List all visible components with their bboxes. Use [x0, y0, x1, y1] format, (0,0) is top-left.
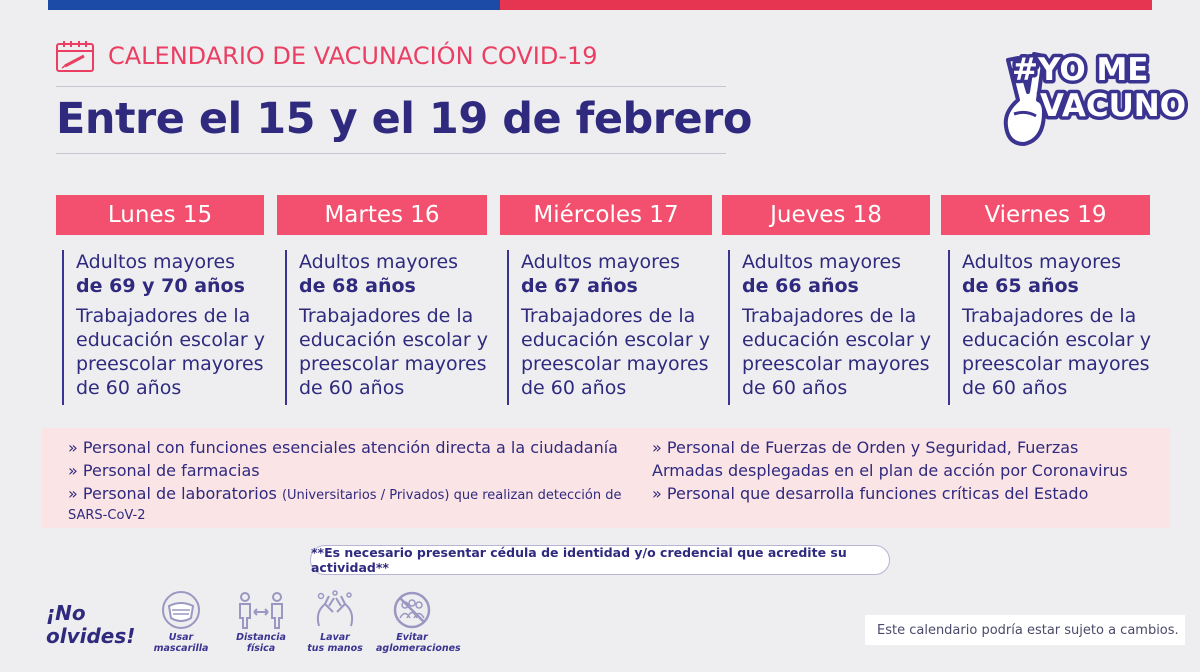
calendar-syringe-icon: [56, 40, 94, 72]
age-range: de 65 años: [962, 275, 1079, 297]
list-item-text: Personal de laboratorios: [82, 484, 277, 503]
day-header-jueves: Jueves 18: [722, 195, 930, 235]
list-item-subtext: (Universitarios / Privados) que realizan detección de SARS-CoV-2: [68, 488, 622, 523]
reminder-mask: [148, 590, 214, 654]
flag-stripe-blue: [48, 0, 500, 10]
day-header-viernes: Viernes 19: [941, 195, 1150, 235]
groups-left-column: [68, 436, 648, 525]
group-label: Adultos mayores: [742, 251, 902, 273]
age-range: de 67 años: [521, 275, 638, 297]
list-item-text: Personal con funciones esenciales atención directa a la ciudadanía: [82, 438, 618, 457]
day-header-martes: Martes 16: [277, 195, 487, 235]
reminder-heading: [46, 602, 135, 648]
list-item: [68, 485, 648, 525]
header-divider-top: [56, 86, 726, 87]
bullet-marker: »: [652, 484, 662, 503]
day-column-viernes: [948, 250, 1162, 405]
list-item-text: Personal de Fuerzas de Orden y Seguridad, Fuerzas Armadas desplegadas en el plan de acción por Coronavirus: [652, 438, 1128, 480]
icon-label: Distancia: [236, 632, 286, 643]
bullet-marker: »: [652, 438, 662, 457]
workers-text: Trabajadores de la educación escolar y preescolar mayores de 60 años: [962, 305, 1151, 399]
icon-label: aglomeraciones: [376, 643, 461, 654]
calendar-title: CALENDARIO DE VACUNACIÓN COVID-19: [108, 42, 598, 70]
bullet-marker: »: [68, 438, 78, 457]
disclaimer-text: Este calendario podría estar sujeto a cambios.: [865, 615, 1185, 645]
day-column-martes: [285, 250, 499, 405]
day-column-lunes: [62, 250, 276, 405]
age-range: de 66 años: [742, 275, 859, 297]
icon-label: Usar: [168, 632, 194, 643]
reminder-distance: [228, 590, 294, 654]
day-column-jueves: [728, 250, 942, 405]
list-item: [652, 436, 1152, 482]
icon-label: Evitar: [396, 632, 428, 643]
list-item-text: Personal que desarrolla funciones críticas del Estado: [666, 484, 1089, 503]
reminder-line1: ¡No: [46, 601, 86, 625]
reminder-handwash: [302, 590, 368, 654]
list-item: [68, 436, 648, 459]
distance-icon: [237, 590, 285, 630]
mask-icon: [159, 590, 203, 630]
list-item-text: Personal de farmacias: [82, 461, 260, 480]
logo-line1: #YO ME: [1012, 52, 1149, 88]
list-item: [652, 482, 1152, 505]
group-label: Adultos mayores: [299, 251, 459, 273]
id-requirement-note: **Es necesario presentar cédula de identidad y/o credencial que acredite su actividad**: [310, 545, 890, 575]
age-range: de 69 y 70 años: [76, 275, 245, 297]
reminder-no-crowds: [376, 590, 461, 654]
icon-label: tus manos: [307, 643, 363, 654]
bullet-marker: »: [68, 484, 78, 503]
flag-stripe: [48, 0, 1152, 10]
groups-right-column: [652, 436, 1152, 505]
day-header-lunes: Lunes 15: [56, 195, 264, 235]
logo-line2: VACUNO: [1040, 88, 1187, 124]
group-label: Adultos mayores: [521, 251, 681, 273]
no-crowds-icon: [391, 590, 433, 630]
workers-text: Trabajadores de la educación escolar y preescolar mayores de 60 años: [299, 305, 488, 399]
list-item: [68, 459, 648, 482]
age-range: de 68 años: [299, 275, 416, 297]
workers-text: Trabajadores de la educación escolar y preescolar mayores de 60 años: [742, 305, 931, 399]
bullet-marker: »: [68, 461, 78, 480]
icon-label: física: [246, 643, 276, 654]
yo-me-vacuno-logo: [1000, 40, 1187, 160]
reminder-line2: olvides!: [46, 624, 136, 648]
flag-stripe-red: [500, 0, 1152, 10]
day-column-miercoles: [507, 250, 721, 405]
header-divider-bottom: [56, 153, 726, 154]
page-title: Entre el 15 y el 19 de febrero: [56, 94, 752, 144]
workers-text: Trabajadores de la educación escolar y preescolar mayores de 60 años: [76, 305, 265, 399]
handwash-icon: [311, 590, 359, 630]
group-label: Adultos mayores: [76, 251, 236, 273]
day-header-miercoles: Miércoles 17: [500, 195, 712, 235]
workers-text: Trabajadores de la educación escolar y preescolar mayores de 60 años: [521, 305, 710, 399]
additional-groups-panel: [42, 428, 1170, 528]
icon-label: Lavar: [320, 632, 350, 643]
icon-label: mascarilla: [153, 643, 209, 654]
group-label: Adultos mayores: [962, 251, 1122, 273]
